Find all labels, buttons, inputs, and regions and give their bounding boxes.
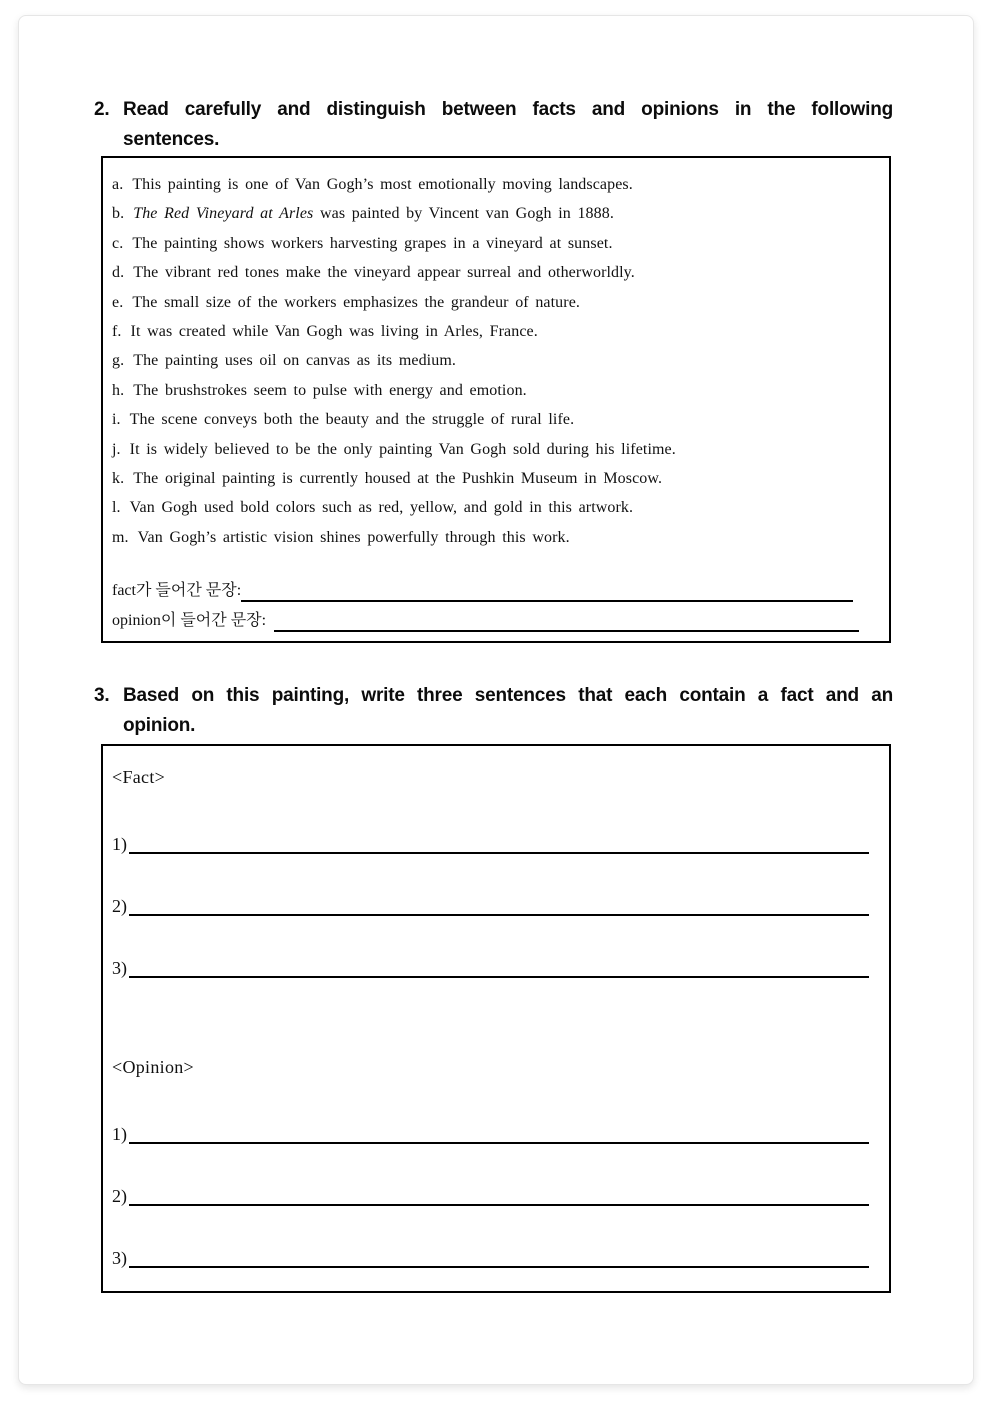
opinion-blank-row-1	[112, 1122, 869, 1146]
sentence-item-h	[112, 376, 881, 405]
sentence-label: d.	[112, 264, 125, 282]
sentence-label: c.	[112, 234, 124, 252]
question-2-heading-line1: Read carefully and distinguish between facts and opinions in the following	[123, 99, 893, 120]
sentence-item-b	[112, 199, 881, 228]
sentence-item-d	[112, 258, 881, 287]
sentence-label: k.	[112, 470, 125, 488]
question-2-heading-line2: sentences.	[123, 129, 220, 150]
sentence-text: The brushstrokes seem to pulse with energy and emotion.	[133, 381, 527, 399]
sentence-item-g	[112, 346, 881, 375]
question-3-heading-line1: Based on this painting, write three sentences that each contain a fact and an	[123, 685, 893, 706]
opinion-answer-row	[112, 606, 881, 636]
sentence-item-i	[112, 405, 881, 434]
sentence-list-box	[101, 156, 891, 643]
fact-blank-line-3	[129, 956, 869, 978]
sentence-item-l	[112, 493, 881, 522]
sentence-text: The small size of the workers emphasizes the grandeur of nature.	[132, 293, 581, 311]
fact-section-header: <Fact>	[112, 767, 166, 787]
sentence-label: f.	[112, 323, 122, 341]
opinion-blank-line-2	[129, 1184, 869, 1206]
opinion-answer-label: opinion이 들어간 문장:	[112, 612, 267, 630]
question-3-heading	[94, 681, 893, 741]
sentence-text: This painting is one of Van Gogh’s most emotionally moving landscapes.	[132, 176, 633, 193]
question-2-heading-text	[123, 95, 893, 155]
answer-blanks	[112, 576, 881, 636]
sentence-item-a	[112, 170, 881, 199]
question-2-number: 2.	[94, 99, 110, 120]
sentence-label: b.	[112, 205, 125, 223]
opinion-answer-blank	[274, 606, 859, 632]
blank-number: 3)	[112, 958, 127, 978]
sentence-label: j.	[112, 440, 121, 458]
sentence-item-c	[112, 229, 881, 258]
fact-blank-line-1	[129, 832, 869, 854]
sentence-item-f	[112, 317, 881, 346]
writing-box	[101, 744, 891, 1293]
sentence-text: It was created while Van Gogh was living in Arles, France.	[130, 323, 538, 341]
opinion-section-header: <Opinion>	[112, 1057, 195, 1077]
opinion-blank-line-1	[129, 1122, 869, 1144]
fact-blank-row-2	[112, 894, 869, 918]
worksheet-page	[18, 15, 974, 1385]
blank-number: 1)	[112, 834, 127, 854]
sentence-text: The painting uses oil on canvas as its medium.	[133, 352, 456, 370]
blank-number: 1)	[112, 1124, 127, 1144]
sentence-label: m.	[112, 528, 129, 546]
sentence-text: Van Gogh used bold colors such as red, yellow, and gold in this artwork.	[129, 499, 634, 517]
fact-blank-line-2	[129, 894, 869, 916]
opinion-blank-row-3	[112, 1246, 869, 1270]
opinion-blank-line-3	[129, 1246, 869, 1268]
sentence-text: Van Gogh’s artistic vision shines powerfully through this work.	[137, 528, 570, 546]
sentence-text: The vibrant red tones make the vineyard appear surreal and otherworldly.	[133, 264, 635, 282]
sentence-item-m	[112, 523, 881, 552]
sentence-title-italic: The Red Vineyard at Arles	[133, 205, 314, 223]
fact-blank-row-1	[112, 832, 869, 856]
sentence-label: h.	[112, 381, 125, 399]
fact-answer-row	[112, 576, 881, 606]
opinion-blank-row-2	[112, 1184, 869, 1208]
blank-number: 2)	[112, 1186, 127, 1206]
sentence-item-k	[112, 464, 881, 493]
blank-number: 3)	[112, 1248, 127, 1268]
fact-answer-label: fact가 들어간 문장:	[112, 582, 242, 600]
question-3-heading-line2: opinion.	[123, 715, 196, 736]
sentence-item-e	[112, 288, 881, 317]
sentence-item-j	[112, 435, 881, 464]
sentence-label: a.	[112, 176, 124, 193]
sentence-label: e.	[112, 293, 124, 311]
sentence-text: The painting shows workers harvesting grapes in a vineyard at sunset.	[132, 234, 613, 252]
sentence-label: i.	[112, 411, 121, 429]
question-3-number: 3.	[94, 685, 110, 706]
question-2-heading	[94, 95, 893, 155]
question-3-heading-text	[123, 681, 893, 741]
sentence-label: g.	[112, 352, 125, 370]
fact-blank-row-3	[112, 956, 869, 980]
sentence-label: l.	[112, 499, 121, 517]
sentence-text: The scene conveys both the beauty and the struggle of rural life.	[129, 411, 575, 429]
sentence-text: The original painting is currently housed at the Pushkin Museum in Moscow.	[133, 470, 663, 488]
fact-answer-blank	[241, 576, 853, 602]
sentence-text: It is widely believed to be the only painting Van Gogh sold during his lifetime.	[129, 440, 676, 458]
sentence-text: was painted by Vincent van Gogh in 1888.	[319, 205, 614, 223]
blank-number: 2)	[112, 896, 127, 916]
